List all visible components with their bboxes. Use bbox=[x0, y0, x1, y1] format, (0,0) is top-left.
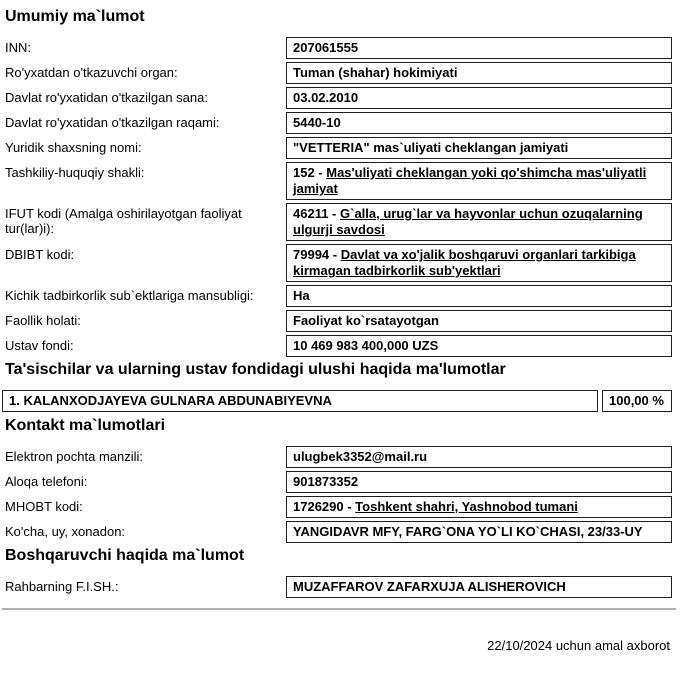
ifut-code-link[interactable]: G`alla, urug`lar va hayvonlar uchun ozuqalarning ulgurji savdosi bbox=[293, 206, 643, 237]
field-value-text: "VETTERIA" mas`uliyati cheklangan jamiyati bbox=[293, 140, 569, 155]
field-row-email bbox=[5, 446, 672, 468]
field-value-dbibt-code bbox=[286, 244, 672, 282]
field-value-text: 207061555 bbox=[293, 40, 359, 55]
field-label: Ro'yxatdan o'tkazuvchi organ: bbox=[5, 65, 178, 80]
field-value-ifut-code bbox=[286, 203, 672, 241]
field-label: IFUT kodi (Amalga oshirilayotgan faoliyat tur(lar)i): bbox=[5, 206, 242, 236]
field-label: Kichik tadbirkorlik sub`ektlariga mansubligi: bbox=[5, 288, 254, 303]
field-value-registration-organ bbox=[286, 62, 672, 84]
field-row-charter-fund bbox=[5, 335, 672, 357]
field-row-dbibt-code bbox=[5, 244, 672, 282]
section-title-manager: Boshqaruvchi haqida ma`lumot bbox=[5, 547, 245, 564]
field-label: Faollik holati: bbox=[5, 313, 81, 328]
legal-form-link[interactable]: Mas'uliyati cheklangan yoki qo'shimcha mas'uliyatli jamiyat bbox=[293, 165, 647, 196]
founder-name-text: 1. KALANXODJAYEVA GULNARA ABDUNABIYEVNA bbox=[9, 393, 332, 408]
field-label: Davlat ro'yxatidan o'tkazilgan raqami: bbox=[5, 115, 220, 130]
field-value-text: 5440-10 bbox=[293, 115, 341, 130]
field-value-text: Faoliyat ko`rsatayotgan bbox=[293, 313, 439, 328]
field-value-registration-date bbox=[286, 87, 672, 109]
field-row-mhobt-code bbox=[5, 496, 672, 518]
mhobt-region-link[interactable]: Toshkent shahri, Yashnobod tumani bbox=[355, 499, 578, 514]
field-label: Aloqa telefoni: bbox=[5, 474, 88, 489]
field-value-legal-name bbox=[286, 137, 672, 159]
field-label: Rahbarning F.I.SH.: bbox=[5, 579, 119, 594]
field-value-legal-form bbox=[286, 162, 672, 200]
field-row-legal-form bbox=[5, 162, 672, 200]
manager-form bbox=[0, 576, 680, 598]
field-value-text: 03.02.2010 bbox=[293, 90, 359, 105]
field-label: DBIBT kodi: bbox=[5, 247, 75, 262]
field-value-text: YANGIDAVR MFY, FARG`ONA YO`LI KO`CHASI, 23/33-UY bbox=[293, 524, 643, 539]
field-value-mhobt-code bbox=[286, 496, 672, 518]
field-value-manager-name bbox=[286, 576, 672, 598]
field-value-text: Tuman (shahar) hokimiyati bbox=[293, 65, 458, 80]
field-row-registration-number bbox=[5, 112, 672, 134]
dbibt-code-link[interactable]: Davlat va xo'jalik boshqaruvi organlari tarkibiga kirmagan tadbirkorlik sub'yektlari bbox=[293, 247, 636, 278]
field-label: Yuridik shaxsning nomi: bbox=[5, 140, 142, 155]
code-prefix: 1726290 - bbox=[293, 499, 356, 514]
code-prefix: 46211 - bbox=[293, 206, 340, 221]
founder-name bbox=[2, 390, 598, 412]
field-value-text: ulugbek3352@mail.ru bbox=[293, 449, 428, 464]
field-label: Ustav fondi: bbox=[5, 338, 74, 353]
field-label: Tashkiliy-huquqiy shakli: bbox=[5, 165, 145, 180]
general-info-form bbox=[0, 37, 680, 357]
section-title-contact: Kontakt ma`lumotlari bbox=[5, 417, 166, 434]
field-row-activity-status bbox=[5, 310, 672, 332]
field-row-address bbox=[5, 521, 672, 543]
field-value-email bbox=[286, 446, 672, 468]
field-label: MHOBT kodi: bbox=[5, 499, 83, 514]
field-row-small-business bbox=[5, 285, 672, 307]
field-value-phone bbox=[286, 471, 672, 493]
field-value-charter-fund bbox=[286, 335, 672, 357]
field-value-text: Ha bbox=[293, 288, 310, 303]
field-value-small-business bbox=[286, 285, 672, 307]
founder-row bbox=[2, 390, 672, 412]
field-row-phone bbox=[5, 471, 672, 493]
field-value-registration-number bbox=[286, 112, 672, 134]
field-label: Elektron pochta manzili: bbox=[5, 449, 144, 464]
section-title-general: Umumiy ma`lumot bbox=[5, 8, 145, 25]
founder-share-text: 100,00 % bbox=[609, 393, 664, 408]
contact-form bbox=[0, 446, 680, 543]
field-label: Davlat ro'yxatidan o'tkazilgan sana: bbox=[5, 90, 208, 105]
field-value-inn bbox=[286, 37, 672, 59]
field-label: Ko'cha, uy, xonadon: bbox=[5, 524, 126, 539]
field-label: INN: bbox=[5, 40, 31, 55]
code-prefix: 79994 - bbox=[293, 247, 341, 262]
field-row-registration-date bbox=[5, 87, 672, 109]
field-row-legal-name bbox=[5, 137, 672, 159]
section-title-founders: Ta'sischilar va ularning ustav fondidagi ulushi haqida ma'lumotlar bbox=[5, 361, 506, 378]
field-value-text: 901873352 bbox=[293, 474, 359, 489]
field-row-inn bbox=[5, 37, 672, 59]
footer-date-note: 22/10/2024 uchun amal axborot bbox=[487, 638, 670, 653]
field-value-text: 10 469 983 400,000 UZS bbox=[293, 338, 439, 353]
field-row-registration-organ bbox=[5, 62, 672, 84]
field-value-address bbox=[286, 521, 672, 543]
field-row-ifut-code bbox=[5, 203, 672, 241]
code-prefix: 152 - bbox=[293, 165, 327, 180]
field-row-manager-name bbox=[5, 576, 672, 598]
section-divider bbox=[2, 608, 676, 610]
field-value-activity-status bbox=[286, 310, 672, 332]
field-value-text: MUZAFFAROV ZAFARXUJA ALISHEROVICH bbox=[293, 579, 566, 594]
founder-share bbox=[602, 390, 672, 412]
